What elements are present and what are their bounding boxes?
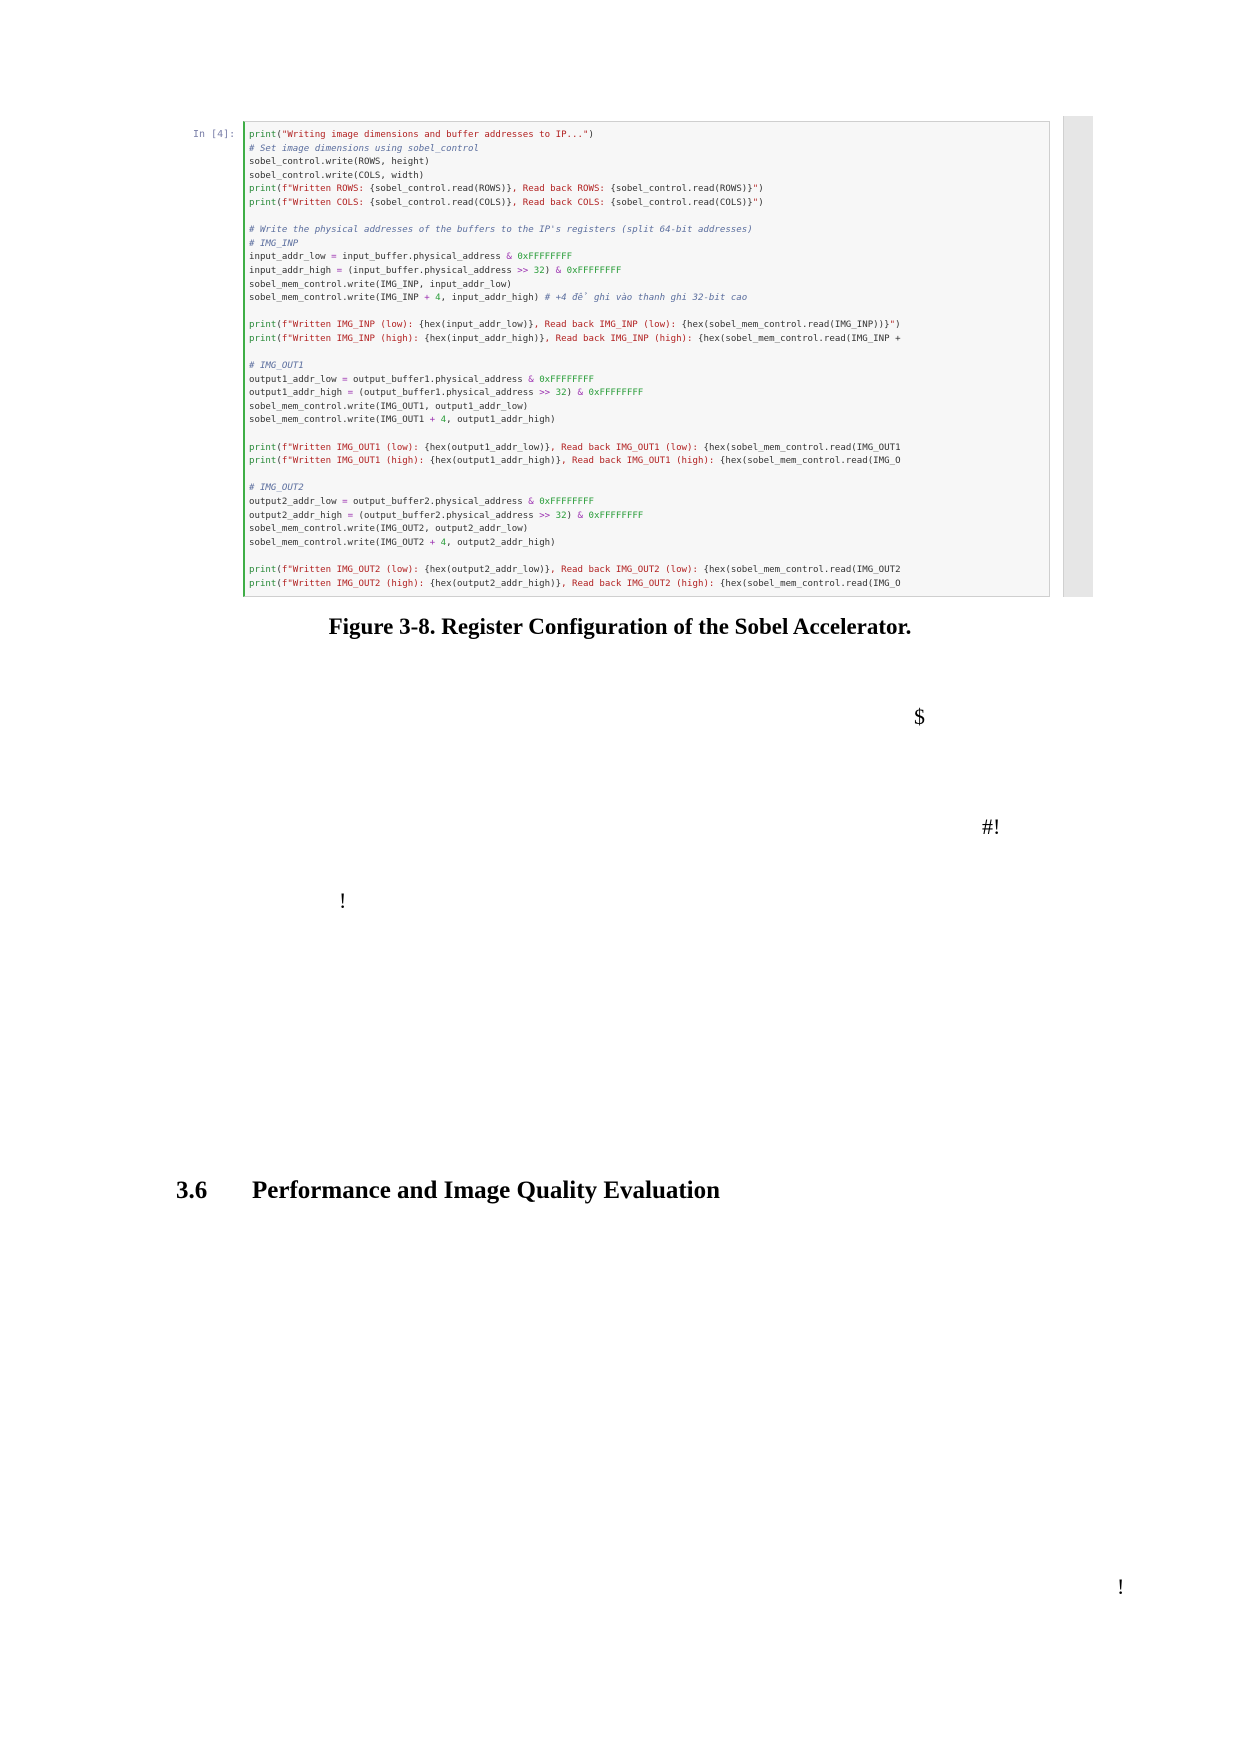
stray-glyph-bang: ! bbox=[1117, 1574, 1125, 1599]
code-line: sobel_mem_control.write(IMG_OUT1, output1_addr_low) bbox=[249, 401, 529, 412]
stray-glyph-dollar: $ bbox=[914, 704, 925, 729]
section-number: 3.6 bbox=[176, 1177, 208, 1204]
code-line: # Set image dimensions using sobel_control bbox=[249, 143, 479, 154]
code-line: # IMG_OUT2 bbox=[249, 483, 304, 494]
code-line: sobel_mem_control.write(IMG_OUT2 + 4, output2_addr_high) bbox=[249, 537, 556, 548]
code-line: sobel_control.write(COLS, width) bbox=[249, 170, 425, 181]
code-line: print(f"Written IMG_OUT2 (high): {hex(output2_addr_high)}, Read back IMG_OUT2 (high): {hex(sobel_mem_control.read(IMG_O bbox=[249, 578, 901, 589]
section-title: Performance and Image Quality Evaluation bbox=[252, 1177, 721, 1204]
code-line bbox=[249, 211, 1049, 225]
code-line bbox=[249, 428, 1049, 442]
code-line: print(f"Written IMG_INP (low): {hex(input_addr_low)}, Read back IMG_INP (low): {hex(sobel_mem_control.read(IMG_INP))}") bbox=[249, 320, 901, 331]
section-heading bbox=[176, 1177, 720, 1205]
code-line: # Write the physical addresses of the buffers to the IP's registers (split 64-bit addresses) bbox=[249, 225, 753, 236]
code-line: sobel_mem_control.write(IMG_OUT1 + 4, output1_addr_high) bbox=[249, 415, 556, 426]
code-line: sobel_mem_control.write(IMG_OUT2, output2_addr_low) bbox=[249, 524, 529, 535]
code-line: input_addr_low = input_buffer.physical_address & 0xFFFFFFFF bbox=[249, 252, 573, 263]
code-line bbox=[249, 550, 1049, 564]
code-line: sobel_control.write(ROWS, height) bbox=[249, 157, 430, 168]
cell-prompt: In [4]: bbox=[193, 129, 236, 140]
code-line bbox=[249, 306, 1049, 320]
stray-glyph-hash-bang: #! bbox=[982, 814, 1001, 839]
code-line: print("Writing image dimensions and buffer addresses to IP...") bbox=[249, 130, 594, 140]
scrollbar[interactable] bbox=[1063, 116, 1093, 597]
code-block bbox=[245, 122, 1049, 591]
code-line: output2_addr_low = output_buffer2.physical_address & 0xFFFFFFFF bbox=[249, 497, 594, 508]
code-line: input_addr_high = (input_buffer.physical_address >> 32) & 0xFFFFFFFF bbox=[249, 265, 622, 276]
code-line: print(f"Written IMG_INP (high): {hex(input_addr_high)}, Read back IMG_INP (high): {hex(sobel_mem_control.read(IMG_INP + bbox=[249, 333, 907, 344]
code-line: sobel_mem_control.write(IMG_INP + 4, input_addr_high) # +4 để ghi vào thanh ghi 32-bit cao bbox=[249, 293, 748, 304]
code-line: output1_addr_high = (output_buffer1.physical_address >> 32) & 0xFFFFFFFF bbox=[249, 388, 644, 399]
code-line bbox=[249, 347, 1049, 361]
stray-glyph-bang: ! bbox=[339, 888, 347, 913]
code-line: sobel_mem_control.write(IMG_INP, input_addr_low) bbox=[249, 279, 512, 290]
code-line: output1_addr_low = output_buffer1.physical_address & 0xFFFFFFFF bbox=[249, 374, 594, 385]
code-cell[interactable] bbox=[243, 121, 1050, 597]
code-line: print(f"Written ROWS: {sobel_control.read(ROWS)}, Read back ROWS: {sobel_control.read(ROWS)}") bbox=[249, 184, 764, 195]
code-line: output2_addr_high = (output_buffer2.physical_address >> 32) & 0xFFFFFFFF bbox=[249, 510, 644, 521]
code-line: # IMG_OUT1 bbox=[249, 361, 304, 372]
code-line bbox=[249, 469, 1049, 483]
code-line: print(f"Written IMG_OUT2 (low): {hex(output2_addr_low)}, Read back IMG_OUT2 (low): {hex(sobel_mem_control.read(IMG_OUT2 bbox=[249, 565, 901, 575]
code-line: print(f"Written COLS: {sobel_control.read(COLS)}, Read back COLS: {sobel_control.read(COLS)}") bbox=[249, 197, 764, 208]
code-line: print(f"Written IMG_OUT1 (high): {hex(output1_addr_high)}, Read back IMG_OUT1 (high): {hex(sobel_mem_control.read(IMG_O bbox=[249, 456, 901, 467]
code-line: print(f"Written IMG_OUT1 (low): {hex(output1_addr_low)}, Read back IMG_OUT1 (low): {hex(sobel_mem_control.read(IMG_OUT1 bbox=[249, 442, 901, 453]
code-line: # IMG_INP bbox=[249, 238, 299, 249]
figure-caption: Figure 3-8. Register Configuration of the Sobel Accelerator. bbox=[328, 614, 912, 639]
